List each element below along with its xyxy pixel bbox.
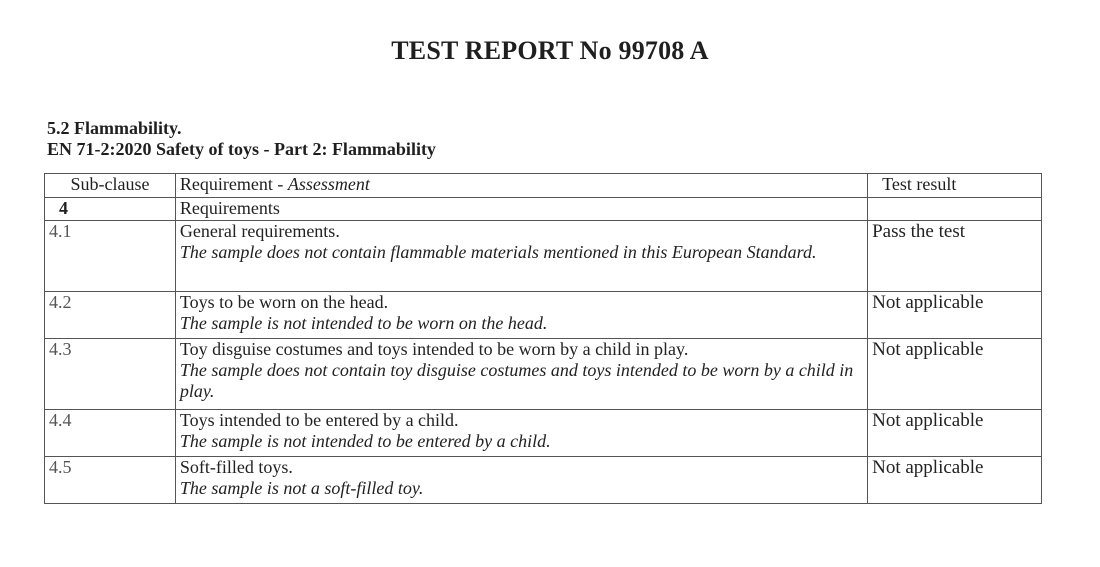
- table-header-row: [45, 174, 1042, 198]
- page-title: TEST REPORT No 99708 A: [391, 36, 709, 65]
- group-number: 4: [45, 198, 176, 221]
- row-assessment: The sample does not contain flammable materials mentioned in this European Standard.: [179, 242, 817, 262]
- standard-title: EN 71-2:2020 Safety of toys - Part 2: Flammability: [47, 139, 436, 159]
- row-clause: 4.1: [45, 221, 176, 292]
- row-result: Pass the test: [868, 221, 1042, 292]
- row-result: Not applicable: [868, 292, 1042, 339]
- table-row: [45, 292, 1042, 339]
- row-result: Not applicable: [868, 457, 1042, 504]
- row-result: Not applicable: [868, 339, 1042, 410]
- row-assessment: The sample is not intended to be worn on the head.: [179, 313, 548, 333]
- table-row: [45, 457, 1042, 504]
- header-subclause: Sub-clause: [45, 174, 176, 198]
- row-requirement-title: Toy disguise costumes and toys intended to be worn by a child in play.: [179, 339, 689, 359]
- row-requirement: [175, 292, 867, 339]
- row-requirement: [175, 457, 867, 504]
- row-clause: 4.3: [45, 339, 176, 410]
- group-label: Requirements: [175, 198, 867, 221]
- row-requirement-title: Toys intended to be entered by a child.: [179, 410, 459, 430]
- table-row: [45, 339, 1042, 410]
- section-title: 5.2 Flammability.: [47, 118, 182, 138]
- row-assessment: The sample does not contain toy disguise costumes and toys intended to be worn by a child in play.: [179, 360, 854, 401]
- header-assessment-label: Assessment: [287, 174, 370, 194]
- row-requirement: [175, 410, 867, 457]
- header-requirement-label: Requirement -: [179, 174, 288, 194]
- section-heading: [47, 118, 436, 160]
- header-requirement: [175, 174, 867, 198]
- row-assessment: The sample is not a soft-filled toy.: [179, 478, 424, 498]
- row-requirement-title: General requirements.: [179, 221, 340, 241]
- table-row: [45, 221, 1042, 292]
- table-row: [45, 410, 1042, 457]
- header-result: Test result: [868, 174, 1042, 198]
- row-result: Not applicable: [868, 410, 1042, 457]
- row-clause: 4.5: [45, 457, 176, 504]
- row-clause: 4.2: [45, 292, 176, 339]
- row-requirement: [175, 339, 867, 410]
- group-result-empty: [868, 198, 1042, 221]
- row-requirement-title: Soft-filled toys.: [179, 457, 293, 477]
- requirements-table: [44, 173, 1042, 504]
- row-requirement-title: Toys to be worn on the head.: [179, 292, 389, 312]
- row-assessment: The sample is not intended to be entered by a child.: [179, 431, 551, 451]
- group-row: [45, 198, 1042, 221]
- row-requirement: [175, 221, 867, 292]
- row-clause: 4.4: [45, 410, 176, 457]
